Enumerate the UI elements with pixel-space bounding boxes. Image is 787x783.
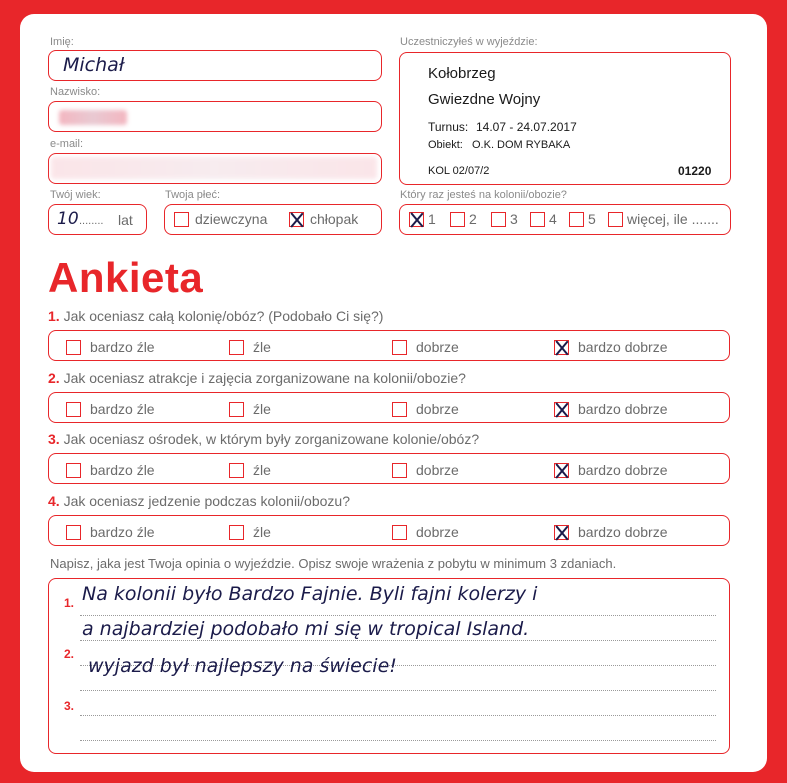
checkbox[interactable] bbox=[229, 402, 244, 417]
checkbox[interactable] bbox=[229, 463, 244, 478]
rating-option-label: bardzo źle bbox=[90, 339, 155, 355]
times-option-1[interactable]: 1 bbox=[409, 211, 436, 227]
redacted-surname bbox=[59, 110, 127, 125]
survey-title: Ankieta bbox=[48, 254, 204, 301]
checkbox-checked[interactable] bbox=[409, 212, 424, 227]
trip-box bbox=[399, 52, 731, 185]
rating-option-q1-1[interactable] bbox=[66, 339, 155, 355]
rating-option-label: bardzo dobrze bbox=[578, 524, 668, 540]
writing-line bbox=[80, 640, 716, 641]
writing-line bbox=[80, 740, 716, 741]
times-option-2[interactable]: 2 bbox=[450, 211, 477, 227]
rating-option-q1-3[interactable] bbox=[392, 339, 459, 355]
question-4: 4. Jak oceniasz jedzenie podczas kolonii/obozu? bbox=[48, 493, 350, 509]
checkbox[interactable] bbox=[392, 340, 407, 355]
rating-option-q2-1[interactable] bbox=[66, 401, 155, 417]
age-field[interactable] bbox=[48, 204, 147, 235]
checkbox[interactable] bbox=[66, 340, 81, 355]
line-number-3: 3. bbox=[64, 699, 75, 713]
rating-option-q1-4[interactable] bbox=[554, 339, 668, 355]
rating-option-q4-1[interactable] bbox=[66, 524, 155, 540]
rating-option-label: bardzo dobrze bbox=[578, 339, 668, 355]
checkbox[interactable] bbox=[66, 525, 81, 540]
rating-option-q3-2[interactable] bbox=[229, 462, 271, 478]
trip-program: Gwiezdne Wojny bbox=[428, 91, 541, 108]
trip-obiekt-label: Obiekt: bbox=[428, 139, 463, 151]
trip-code: KOL 02/07/2 bbox=[428, 165, 490, 177]
checkbox[interactable] bbox=[450, 212, 465, 227]
rating-option-label: bardzo dobrze bbox=[578, 401, 668, 417]
question-3: 3. Jak oceniasz ośrodek, w którym były zorganizowane kolonie/obóz? bbox=[48, 431, 480, 447]
age-value: 10 bbox=[57, 209, 79, 229]
checkbox[interactable] bbox=[229, 340, 244, 355]
rating-option-label: dobrze bbox=[416, 524, 459, 540]
surname-field[interactable] bbox=[48, 101, 382, 132]
line-number-1: 1. bbox=[64, 596, 75, 610]
rating-option-label: bardzo dobrze bbox=[578, 462, 668, 478]
email-label: e-mail: bbox=[50, 138, 84, 150]
rating-option-label: źle bbox=[253, 339, 271, 355]
rating-option-label: bardzo źle bbox=[90, 462, 155, 478]
trip-turnus-value: 14.07 - 24.07.2017 bbox=[476, 120, 577, 134]
rating-option-q4-3[interactable] bbox=[392, 524, 459, 540]
rating-option-label: dobrze bbox=[416, 339, 459, 355]
gender-option-girl[interactable]: dziewczyna bbox=[174, 211, 267, 227]
checkbox[interactable] bbox=[66, 463, 81, 478]
question-1: 1. Jak oceniasz całą kolonię/obóz? (Podobało Ci się?) bbox=[48, 308, 384, 324]
checkbox[interactable] bbox=[608, 212, 623, 227]
gender-option-boy[interactable]: chłopak bbox=[289, 211, 358, 227]
rating-option-q4-4[interactable] bbox=[554, 524, 668, 540]
checkbox-checked[interactable] bbox=[554, 340, 569, 355]
opinion-prompt: Napisz, jaka jest Twoja opinia o wyjeździe. Opisz swoje wrażenia z pobytu w minimum 3 zdaniach. bbox=[50, 556, 617, 571]
opinion-handwriting-3: wyjazd był najlepszy na świecie! bbox=[88, 655, 397, 677]
opinion-handwriting-1: Na kolonii było Bardzo Fajnie. Byli fajni kolerzy i bbox=[82, 583, 538, 605]
checkbox[interactable] bbox=[392, 463, 407, 478]
checkbox[interactable] bbox=[229, 525, 244, 540]
rating-option-q2-2[interactable] bbox=[229, 401, 271, 417]
age-unit: lat bbox=[118, 212, 133, 228]
trip-turnus-label: Turnus: bbox=[428, 120, 469, 134]
rating-option-label: źle bbox=[253, 462, 271, 478]
checkbox[interactable] bbox=[569, 212, 584, 227]
age-label: Twój wiek: bbox=[50, 189, 101, 201]
checkbox[interactable] bbox=[392, 402, 407, 417]
redacted-email bbox=[51, 157, 377, 179]
rating-option-label: dobrze bbox=[416, 462, 459, 478]
times-option-more[interactable]: więcej, ile ....... bbox=[608, 211, 719, 227]
trip-obiekt-value: O.K. DOM RYBAKA bbox=[472, 139, 571, 151]
writing-line bbox=[80, 715, 716, 716]
checkbox-checked[interactable] bbox=[554, 463, 569, 478]
rating-option-label: źle bbox=[253, 524, 271, 540]
rating-option-label: źle bbox=[253, 401, 271, 417]
line-number-2: 2. bbox=[64, 647, 75, 661]
rating-option-label: bardzo źle bbox=[90, 401, 155, 417]
rating-option-q2-3[interactable] bbox=[392, 401, 459, 417]
rating-option-q3-3[interactable] bbox=[392, 462, 459, 478]
times-label: Który raz jesteś na kolonii/obozie? bbox=[400, 189, 567, 201]
writing-line bbox=[80, 615, 716, 616]
question-2: 2. Jak oceniasz atrakcje i zajęcia zorganizowane na kolonii/obozie? bbox=[48, 370, 466, 386]
rating-option-q1-2[interactable] bbox=[229, 339, 271, 355]
checkbox-checked[interactable] bbox=[554, 525, 569, 540]
writing-line bbox=[80, 690, 716, 691]
surname-label: Nazwisko: bbox=[50, 86, 101, 98]
rating-option-q2-4[interactable] bbox=[554, 401, 668, 417]
rating-option-label: dobrze bbox=[416, 401, 459, 417]
checkbox[interactable] bbox=[530, 212, 545, 227]
rating-option-label: bardzo źle bbox=[90, 524, 155, 540]
gender-label: Twoja płeć: bbox=[165, 189, 221, 201]
checkbox[interactable] bbox=[491, 212, 506, 227]
checkbox-checked[interactable] bbox=[289, 212, 304, 227]
rating-option-q3-4[interactable] bbox=[554, 462, 668, 478]
checkbox[interactable] bbox=[392, 525, 407, 540]
times-option-5[interactable]: 5 bbox=[569, 211, 596, 227]
checkbox-checked[interactable] bbox=[554, 402, 569, 417]
trip-number: 01220 bbox=[678, 164, 712, 178]
times-option-3[interactable]: 3 bbox=[491, 211, 518, 227]
age-dots: ........ bbox=[79, 215, 104, 227]
checkbox[interactable] bbox=[66, 402, 81, 417]
trip-label: Uczestniczyłeś w wyjeździe: bbox=[400, 36, 538, 48]
opinion-handwriting-2: a najbardziej podobało mi się w tropical Island. bbox=[82, 618, 530, 640]
name-value: Michał bbox=[63, 54, 125, 76]
times-option-4[interactable]: 4 bbox=[530, 211, 557, 227]
name-label: Imię: bbox=[50, 36, 74, 48]
rating-option-q4-2[interactable] bbox=[229, 524, 271, 540]
checkbox[interactable] bbox=[174, 212, 189, 227]
email-field[interactable] bbox=[48, 153, 382, 184]
trip-city: Kołobrzeg bbox=[428, 65, 496, 82]
rating-option-q3-1[interactable] bbox=[66, 462, 155, 478]
name-field[interactable] bbox=[48, 50, 382, 81]
